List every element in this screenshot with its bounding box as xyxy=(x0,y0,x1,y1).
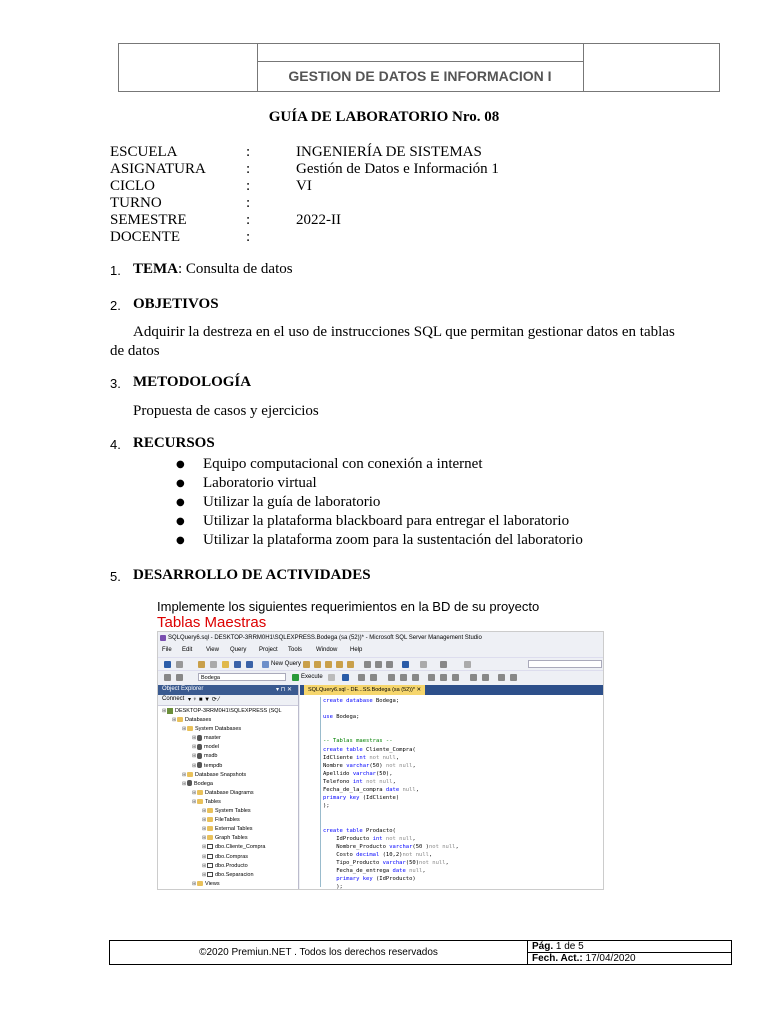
code-line xyxy=(300,794,604,802)
database-icon xyxy=(197,735,202,741)
expand-icon[interactable]: ⊞ xyxy=(162,708,167,714)
tree-node-label: Graph Tables xyxy=(215,835,248,842)
uncomment-icon[interactable] xyxy=(482,674,489,681)
tree-node[interactable] xyxy=(158,834,298,843)
code-token: , xyxy=(395,754,400,761)
execute-button[interactable]: Execute xyxy=(301,674,323,680)
code-token: Bodega; xyxy=(375,698,400,704)
expand-icon[interactable]: ⊞ xyxy=(192,753,197,760)
tree-node[interactable] xyxy=(158,825,298,834)
course-title: GESTION DE DATOS E INFORMACION I xyxy=(288,68,552,84)
pin-icon[interactable]: ▾ ⊓ ✕ xyxy=(276,687,293,693)
add-item-icon[interactable] xyxy=(210,661,217,668)
indent-icon[interactable] xyxy=(498,674,505,681)
database-select[interactable]: Bodega xyxy=(198,673,286,681)
expand-icon[interactable]: ⊞ xyxy=(192,735,197,742)
tree-node-label: dbo.Compras xyxy=(215,853,249,860)
folder-icon xyxy=(207,835,213,840)
expand-icon[interactable]: ⊞ xyxy=(202,844,207,851)
ssms-menubar xyxy=(158,646,604,656)
results-text-icon[interactable] xyxy=(428,674,435,681)
code-line xyxy=(300,859,604,867)
solution-explorer-icon[interactable] xyxy=(440,661,447,668)
database-icon xyxy=(187,780,192,786)
code-token xyxy=(323,876,336,882)
comment-icon[interactable] xyxy=(470,674,477,681)
tree-node[interactable] xyxy=(158,716,298,725)
tree-node[interactable] xyxy=(158,843,298,852)
list-item-text: Utilizar la plataforma zoom para la sustentación del laboratorio xyxy=(203,532,583,548)
menu-item[interactable]: View xyxy=(206,647,219,653)
guide-title: GUÍA DE LABORATORIO Nro. 08 xyxy=(268,109,500,125)
code-token: varchar xyxy=(346,762,370,769)
code-token: Prodacto( xyxy=(366,827,396,834)
query-editor[interactable] xyxy=(300,685,604,890)
code-token: IdCliente xyxy=(323,754,357,761)
tree-node-label: dbo.Separacion xyxy=(215,871,254,878)
tree-node-label: tempdb xyxy=(204,762,223,769)
live-stats-icon[interactable] xyxy=(400,674,407,681)
code-token: Fecha_de_entrega xyxy=(323,867,393,874)
code-line xyxy=(300,867,604,875)
bullet-icon: ● xyxy=(176,478,185,489)
code-token: Nombre xyxy=(323,762,347,769)
implement-text: Implemente los siguientes requerimientos en la BD de su proyecto xyxy=(157,599,540,614)
folder-icon xyxy=(197,799,203,804)
undo-icon[interactable] xyxy=(402,661,409,668)
tree-node-label: model xyxy=(204,744,219,751)
editor-tab-active[interactable]: SQLQuery6.sql - DE...SS.Bodega (sa (52))* ✕ xyxy=(304,685,425,695)
folder-icon xyxy=(207,808,213,813)
folder-icon xyxy=(207,826,213,831)
code-token: ); xyxy=(323,803,330,810)
new-query-icon[interactable] xyxy=(262,661,269,668)
code-token: (IdProducto) xyxy=(376,876,416,883)
code-line xyxy=(300,851,604,859)
expand-icon[interactable]: ⊞ xyxy=(192,744,197,751)
info-label: ASIGNATURA xyxy=(110,161,206,177)
folder-icon xyxy=(187,726,193,731)
code-token: Tipo_Producto xyxy=(323,859,383,866)
tree-node-label: Database Diagrams xyxy=(205,789,254,796)
code-token: create table xyxy=(323,746,367,753)
code-token: not null xyxy=(428,843,456,850)
info-colon: : xyxy=(246,178,251,194)
code-token: , xyxy=(415,787,420,794)
info-label: TURNO xyxy=(110,195,162,211)
list-item-text: Utilizar la plataforma blackboard para entregar el laboratorio xyxy=(203,513,570,529)
expand-icon[interactable]: ⊞ xyxy=(202,853,207,860)
ssms-screenshot xyxy=(157,631,604,890)
expand-icon[interactable]: ⊞ xyxy=(202,808,207,815)
table-icon xyxy=(207,844,213,849)
query-designer-icon[interactable] xyxy=(370,674,377,681)
objetivos-text: Adquirir la destreza en el uso de instrucciones SQL que permitan gestionar datos en tablas de datos xyxy=(110,324,675,359)
bullet-icon: ● xyxy=(176,497,185,508)
section-number: 3. xyxy=(110,376,121,391)
code-token: ); xyxy=(323,884,343,890)
parse-icon[interactable] xyxy=(342,674,349,681)
code-token: varchar xyxy=(389,843,413,850)
connect-icon[interactable] xyxy=(164,674,171,681)
section-number: 2. xyxy=(110,298,121,313)
list-item-text: Laboratorio virtual xyxy=(203,475,317,491)
metodologia-text: Propuesta de casos y ejercicios xyxy=(133,403,319,419)
editor-code[interactable] xyxy=(300,697,604,890)
code-token: date xyxy=(392,867,410,874)
redo-icon[interactable] xyxy=(420,661,427,668)
menu-item[interactable]: Window xyxy=(316,647,338,653)
results-grid-icon[interactable] xyxy=(440,674,447,681)
tree-node-label: Database Snapshots xyxy=(195,771,247,778)
code-line xyxy=(300,713,604,721)
back-icon[interactable] xyxy=(164,661,171,668)
menu-item[interactable]: Query xyxy=(230,647,247,653)
header-logo-cell xyxy=(119,44,258,91)
tree-node-label: System Databases xyxy=(195,726,242,733)
expand-icon[interactable]: ⊞ xyxy=(202,817,207,824)
ssms-titlebar xyxy=(158,632,604,646)
info-colon: : xyxy=(246,229,251,245)
code-token: not null xyxy=(402,851,429,858)
table-icon xyxy=(207,854,213,859)
cut-icon[interactable] xyxy=(364,661,371,668)
expand-icon[interactable]: ⊞ xyxy=(192,798,197,805)
mdx-query-icon[interactable] xyxy=(314,661,321,668)
dmx-query-icon[interactable] xyxy=(325,661,332,668)
object-explorer-panel xyxy=(158,685,299,890)
code-token: not null xyxy=(385,762,413,769)
copy-icon[interactable] xyxy=(375,661,382,668)
expand-icon[interactable]: ⊞ xyxy=(182,780,187,787)
database-icon xyxy=(197,753,202,759)
tree-node-label: FileTables xyxy=(215,817,240,824)
expand-icon[interactable]: ⊞ xyxy=(182,726,187,733)
info-colon: : xyxy=(246,161,251,177)
database-icon xyxy=(197,744,202,750)
execute-icon[interactable] xyxy=(292,674,299,681)
code-token: Nombre_Producto xyxy=(323,843,390,850)
section-heading: RECURSOS xyxy=(133,435,215,451)
tree-node-label: dbo.Producto xyxy=(215,862,248,869)
tree-node[interactable] xyxy=(158,743,298,752)
tree-node[interactable] xyxy=(158,752,298,761)
section-number: 5. xyxy=(110,569,121,584)
header-table xyxy=(118,43,720,92)
info-colon: : xyxy=(246,212,251,228)
code-token: int xyxy=(372,835,386,842)
expand-icon[interactable]: ⊞ xyxy=(192,789,197,796)
section-heading: DESARROLLO DE ACTIVIDADES xyxy=(133,567,371,583)
forward-icon[interactable] xyxy=(176,661,183,668)
xmla-query-icon[interactable] xyxy=(336,661,343,668)
folder-icon xyxy=(187,772,193,777)
code-token: (50) xyxy=(405,859,420,866)
code-token: , xyxy=(422,867,426,874)
toolbar-search-input[interactable] xyxy=(528,660,602,668)
folder-icon xyxy=(207,817,213,822)
code-token: null xyxy=(402,787,416,794)
section-heading: METODOLOGÍA xyxy=(133,374,252,390)
tree-node-label: Tables xyxy=(205,798,221,805)
info-colon: : xyxy=(246,195,251,211)
menu-item[interactable]: Project xyxy=(259,647,278,653)
code-line xyxy=(300,770,604,778)
tree-node[interactable] xyxy=(158,789,298,798)
client-stats-icon[interactable] xyxy=(412,674,419,681)
info-value: 2022-II xyxy=(296,212,341,228)
code-line xyxy=(300,810,604,818)
page-number: Pág. 1 de 5 xyxy=(532,941,584,952)
code-line xyxy=(300,754,604,762)
table-icon xyxy=(207,872,213,877)
save-icon[interactable] xyxy=(234,661,241,668)
code-token: create database xyxy=(323,698,376,704)
db-query-icon[interactable] xyxy=(303,661,310,668)
tree-node[interactable] xyxy=(158,871,298,880)
code-token: Fecha_de_la_compra xyxy=(323,787,386,794)
tree-node[interactable] xyxy=(158,798,298,807)
code-line xyxy=(300,827,604,835)
header-right-divider xyxy=(583,44,584,91)
outdent-icon[interactable] xyxy=(510,674,517,681)
tree-node[interactable] xyxy=(158,707,298,716)
tree-node-label: dbo.Cliente_Compra xyxy=(215,844,266,851)
info-value: Gestión de Datos e Información 1 xyxy=(296,161,499,177)
tree-node[interactable] xyxy=(158,725,298,734)
expand-icon[interactable]: ⊞ xyxy=(202,871,207,878)
server-icon xyxy=(167,708,173,714)
bullet-icon: ● xyxy=(176,535,185,546)
code-line xyxy=(300,746,604,754)
code-line xyxy=(300,843,604,851)
section-number: 1. xyxy=(110,263,121,278)
expand-icon[interactable]: ⊞ xyxy=(192,762,197,769)
tree-node[interactable] xyxy=(158,780,298,789)
tree-node-label: msdb xyxy=(204,753,218,760)
menu-item[interactable]: Edit xyxy=(182,647,193,653)
tree-node[interactable] xyxy=(158,771,298,780)
tree-node[interactable] xyxy=(158,880,298,889)
tree-node[interactable] xyxy=(158,807,298,816)
code-token: int xyxy=(352,778,367,785)
code-token: Costo xyxy=(323,851,357,858)
folder-icon xyxy=(197,881,203,886)
code-token: not null xyxy=(366,778,393,785)
display-plan-icon[interactable] xyxy=(358,674,365,681)
code-token: varchar xyxy=(382,859,406,866)
code-token: decimal xyxy=(356,851,383,858)
code-token: create table xyxy=(323,827,367,834)
tree-node-label: Bodega xyxy=(194,780,213,787)
tree-node-label: System Tables xyxy=(215,808,251,815)
object-explorer-toolbar xyxy=(158,695,298,706)
tree-node[interactable] xyxy=(158,816,298,825)
object-explorer-tool-icons[interactable]: ▾ ♆ ■ ▼ ⟳ ⁄ xyxy=(188,697,220,703)
code-token: Bodega; xyxy=(336,714,360,721)
code-token: -- Tablas maestras -- xyxy=(323,738,393,745)
code-token: (IdCliente) xyxy=(362,795,400,802)
info-value: VI xyxy=(296,178,312,194)
code-token: date xyxy=(385,787,403,794)
tablas-maestras-label: Tablas Maestras xyxy=(157,614,267,631)
list-item-text: Utilizar la guía de laboratorio xyxy=(203,494,381,510)
code-token: , xyxy=(455,843,459,850)
tree-node-label: DESKTOP-3RRM0H1\SQLEXPRESS (SQL xyxy=(175,708,282,714)
database-icon xyxy=(197,762,202,768)
menu-item[interactable]: Help xyxy=(350,647,363,653)
paste-icon[interactable] xyxy=(386,661,393,668)
code-token: not null xyxy=(385,835,413,842)
code-token: not null xyxy=(419,859,446,866)
code-token: Cliente_Compra( xyxy=(366,746,416,753)
info-label: CICLO xyxy=(110,178,155,194)
tree-node[interactable] xyxy=(158,862,298,871)
code-token: primary key xyxy=(336,876,376,883)
tree-node[interactable] xyxy=(158,762,298,771)
ssms-toolbar-1 xyxy=(158,657,604,671)
code-token: IdProducto xyxy=(323,835,373,842)
toolbox-icon[interactable] xyxy=(464,661,471,668)
expand-icon[interactable]: ⊞ xyxy=(172,717,177,724)
tree-node-label: Databases xyxy=(185,717,212,724)
object-explorer-tree xyxy=(158,707,298,889)
update-date: Fech. Act.: 17/04/2020 xyxy=(532,953,636,964)
ssms-app-icon xyxy=(160,635,166,641)
expand-icon[interactable]: ⊞ xyxy=(182,771,187,778)
code-token: null xyxy=(409,867,423,874)
table-icon xyxy=(207,863,213,868)
section-heading: OBJETIVOS xyxy=(133,296,219,312)
cancel-query-icon[interactable] xyxy=(328,674,335,681)
code-line xyxy=(300,737,604,745)
code-token: , xyxy=(392,778,396,785)
save-all-icon[interactable] xyxy=(246,661,253,668)
menu-item[interactable]: File xyxy=(162,647,172,653)
code-token: (10,2) xyxy=(382,851,403,858)
code-line xyxy=(300,818,604,826)
expand-icon[interactable]: ⊞ xyxy=(202,862,207,869)
code-line xyxy=(300,835,604,843)
code-line xyxy=(300,705,604,713)
code-token: not null xyxy=(369,754,396,761)
menu-item[interactable]: Tools xyxy=(288,647,303,653)
folder-icon xyxy=(177,717,183,722)
code-token: Telefono xyxy=(323,778,353,785)
results-file-icon[interactable] xyxy=(452,674,459,681)
code-token: , xyxy=(445,859,449,866)
tree-node[interactable] xyxy=(158,853,298,862)
list-item-text: Equipo computacional con conexión a internet xyxy=(203,456,483,472)
code-token: , xyxy=(412,762,416,769)
info-label: SEMESTRE xyxy=(110,212,187,228)
expand-icon[interactable]: ⊞ xyxy=(192,880,197,887)
section-number: 4. xyxy=(110,437,121,452)
tree-node-label: Views xyxy=(205,880,220,887)
code-line xyxy=(300,762,604,770)
tree-node-label: master xyxy=(204,735,221,742)
close-icon[interactable]: ✕ xyxy=(416,687,422,693)
ssms-window-title: SQLQuery6.sql - DESKTOP-3RRM0H1\SQLEXPRESS.Bodega (sa (52))* - Microsoft SQL Server Management Studio xyxy=(168,635,482,641)
code-token: int xyxy=(356,754,370,761)
info-value: INGENIERÍA DE SISTEMAS xyxy=(296,144,482,160)
new-project-icon[interactable] xyxy=(198,661,205,668)
code-line xyxy=(300,778,604,786)
footer-table xyxy=(109,940,732,965)
info-colon: : xyxy=(246,144,251,160)
expand-icon[interactable]: ⊞ xyxy=(202,826,207,833)
folder-icon xyxy=(197,790,203,795)
connect-button[interactable]: Connect xyxy=(162,696,185,702)
object-explorer-title: Object Explorer xyxy=(162,686,204,692)
tree-node-label: External Tables xyxy=(215,826,253,833)
info-label: ESCUELA xyxy=(110,144,178,160)
code-token: (50), xyxy=(376,770,393,777)
code-token: Apellido xyxy=(323,770,353,777)
section-heading: TEMA: Consulta de datos xyxy=(133,261,293,277)
code-line xyxy=(300,697,604,705)
change-connection-icon[interactable] xyxy=(176,674,183,681)
code-line xyxy=(300,875,604,883)
editor-tab-strip xyxy=(300,685,604,695)
code-token: , xyxy=(429,851,433,858)
bullet-icon: ● xyxy=(176,516,185,527)
code-line xyxy=(300,721,604,729)
code-token: (50 ) xyxy=(412,843,429,850)
code-token: , xyxy=(412,835,416,842)
code-token: (50) xyxy=(369,762,386,769)
include-plan-icon[interactable] xyxy=(388,674,395,681)
object-explorer-header xyxy=(158,685,298,695)
tree-node[interactable] xyxy=(158,734,298,743)
code-token: varchar xyxy=(352,770,376,777)
new-query-button[interactable]: New Query xyxy=(271,661,302,667)
code-token: use xyxy=(323,714,337,721)
code-line xyxy=(300,802,604,810)
copyright-text: ©2020 Premiun.NET . Todos los derechos reservados xyxy=(110,941,528,964)
open-folder-icon[interactable] xyxy=(222,661,229,668)
code-line xyxy=(300,729,604,737)
code-line xyxy=(300,883,604,890)
expand-icon[interactable]: ⊞ xyxy=(202,835,207,842)
code-token: primary key xyxy=(323,795,363,802)
code-line xyxy=(300,786,604,794)
info-label: DOCENTE xyxy=(110,229,180,245)
bullet-icon: ● xyxy=(176,459,185,470)
das-query-icon[interactable] xyxy=(347,661,354,668)
ssms-toolbar-2 xyxy=(158,670,604,684)
